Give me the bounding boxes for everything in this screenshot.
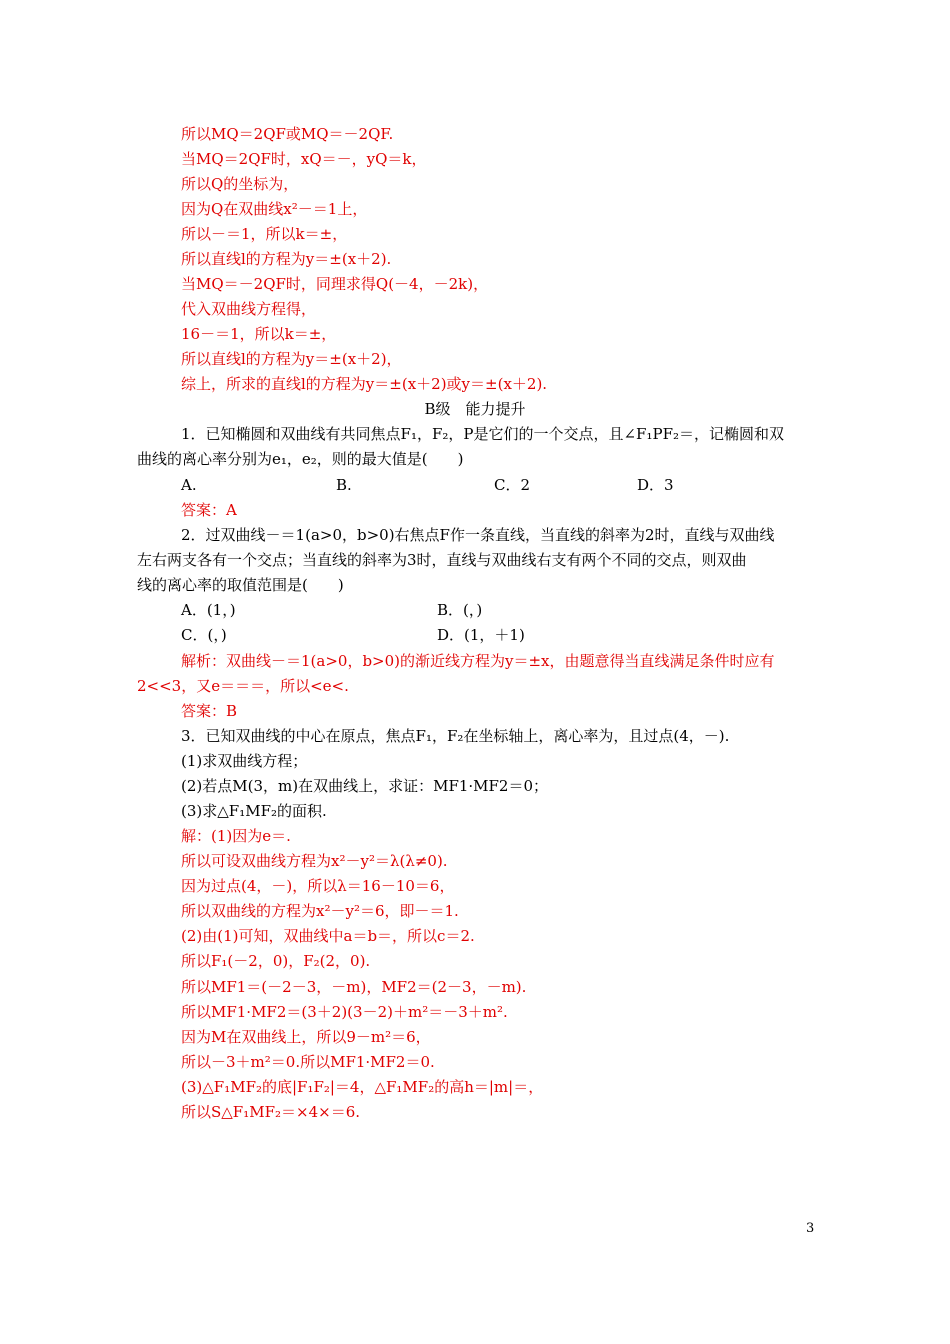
section-heading: B级 能力提升 [424, 400, 526, 418]
question-2-stem: 左右两支各有一个交点；当直线的斜率为3时，直线与双曲线右支有两个不同的交点，则双曲 [137, 551, 747, 569]
option-a: A．(1，) [181, 601, 236, 619]
option-c: C．(，) [181, 626, 227, 644]
solution-line: 当MQ＝－2QF时，同理求得Q(－4，－2k)， [181, 275, 489, 293]
solution-line: 所以F₁(－2，0)，F₂(2，0). [181, 952, 371, 970]
solution-line: 因为Q在双曲线x²－＝1上， [181, 200, 368, 218]
question-3-stem: 3．已知双曲线的中心在原点，焦点F₁，F₂在坐标轴上，离心率为，且过点(4，－). [181, 727, 730, 745]
question-3-part: (3)求△F₁MF₂的面积. [181, 802, 327, 820]
question-2-stem: 线的离心率的取值范围是( ) [137, 576, 344, 594]
option-b: B. [336, 476, 352, 494]
question-3-part: (1)求双曲线方程； [181, 752, 308, 770]
option-c: C．2 [494, 476, 531, 494]
question-3-part: (2)若点M(3，m)在双曲线上，求证：MF1·MF2＝0； [181, 777, 549, 795]
solution-line: 所以双曲线的方程为x²－y²＝6，即－＝1. [181, 902, 459, 920]
solution-line: (2)由(1)可知，双曲线中a＝b＝，所以c＝2. [181, 927, 475, 945]
solution-line: (3)△F₁MF₂的底|F₁F₂|＝4，△F₁MF₂的高h＝|m|＝， [181, 1078, 544, 1096]
question-2-stem: 2．过双曲线－＝1(a>0，b>0)右焦点F作一条直线，当直线的斜率为2时，直线与双曲线 [181, 526, 775, 544]
analysis: 解析：双曲线－＝1(a>0，b>0)的渐近线方程为y＝±x，由题意得当直线满足条件时应有 [181, 652, 775, 670]
solution-line: 所以MF1＝(－2－3，－m)，MF2＝(2－3，－m). [181, 978, 527, 996]
solution-line: 所以可设双曲线方程为x²－y²＝λ(λ≠0). [181, 852, 448, 870]
question-1-stem: 1．已知椭圆和双曲线有共同焦点F₁，F₂，P是它们的一个交点，且∠F₁PF₂＝，记椭圆和双 [181, 425, 784, 443]
answer: 答案：B [181, 702, 238, 720]
solution-line: 所以－3＋m²＝0.所以MF1·MF2＝0. [181, 1053, 435, 1071]
solution-line: 所以直线l的方程为y＝±(x＋2). [181, 250, 392, 268]
analysis: 2<<3，又e＝＝＝，所以<e<. [137, 677, 349, 695]
solution-line: 所以Q的坐标为， [181, 175, 299, 193]
option-d: D．3 [637, 476, 674, 494]
option-a: A. [181, 476, 197, 494]
solution-line: 综上，所求的直线l的方程为y＝±(x＋2)或y＝±(x＋2). [181, 375, 548, 393]
answer: 答案：A [181, 501, 237, 519]
option-d: D．(1，＋1) [437, 626, 525, 644]
solution-line: 解：(1)因为e＝. [181, 827, 291, 845]
solution-line: 所以－＝1，所以k＝±， [181, 225, 348, 243]
page-number: 3 [806, 1221, 815, 1236]
solution-line: 16－＝1，所以k＝±， [181, 325, 337, 343]
solution-line: 代入双曲线方程得， [181, 300, 317, 318]
solution-line: 所以S△F₁MF₂＝×4×＝6. [181, 1103, 361, 1121]
solution-line: 因为过点(4，－)，所以λ＝16－10＝6， [181, 877, 455, 895]
solution-line: 所以MQ＝2QF或MQ＝－2QF. [181, 125, 394, 143]
question-1-stem: 曲线的离心率分别为e₁，e₂，则的最大值是( ) [137, 450, 464, 468]
solution-line: 因为M在双曲线上，所以9－m²＝6， [181, 1028, 431, 1046]
option-b: B．(，) [437, 601, 483, 619]
solution-line: 所以MF1·MF2＝(3＋2)(3－2)＋m²＝－3＋m². [181, 1003, 508, 1021]
solution-line: 当MQ＝2QF时，xQ＝－，yQ＝k， [181, 150, 427, 168]
solution-line: 所以直线l的方程为y＝±(x＋2)， [181, 350, 402, 368]
